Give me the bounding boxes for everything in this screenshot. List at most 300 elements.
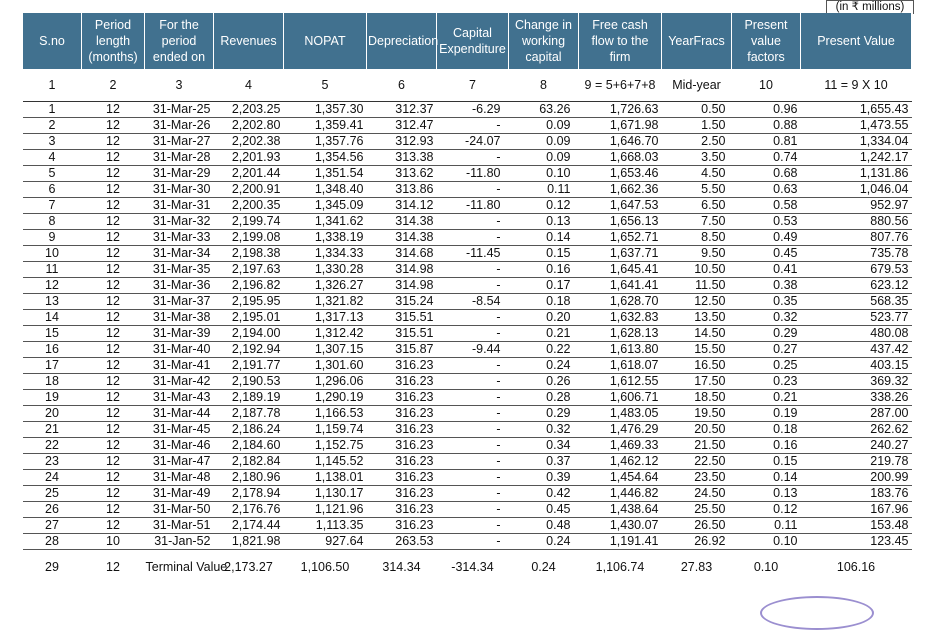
- table-cell: 0.14: [509, 230, 579, 246]
- table-cell: 0.74: [732, 150, 801, 166]
- table-cell: 1,612.55: [579, 374, 662, 390]
- table-cell: 1,357.30: [284, 102, 367, 118]
- table-cell: 26.92: [662, 534, 732, 550]
- table-cell: 0.58: [732, 198, 801, 214]
- table-cell: 12: [82, 454, 145, 470]
- table-cell: 312.37: [367, 102, 437, 118]
- column-index: 5: [284, 69, 367, 102]
- table-cell: 1,641.41: [579, 278, 662, 294]
- table-cell: 3.50: [662, 150, 732, 166]
- table-cell: 0.35: [732, 294, 801, 310]
- header-fcff: Free cash flow to the firm: [579, 13, 662, 69]
- table-cell: 568.35: [801, 294, 912, 310]
- table-cell: 338.26: [801, 390, 912, 406]
- header-working-capital: Change in working capital: [509, 13, 579, 69]
- table-cell: 0.48: [509, 518, 579, 534]
- table-cell: 1,646.70: [579, 134, 662, 150]
- table-cell: -: [437, 230, 509, 246]
- table-cell: 12: [82, 134, 145, 150]
- table-cell: 20.50: [662, 422, 732, 438]
- table-cell: 314.34: [382, 559, 421, 574]
- table-cell: 21: [23, 422, 82, 438]
- table-cell: 12: [82, 422, 145, 438]
- table-cell: 106.16: [836, 559, 876, 574]
- table-cell: 0.29: [509, 406, 579, 422]
- table-cell: -: [437, 214, 509, 230]
- table-cell: 316.23: [367, 406, 437, 422]
- table-cell: 0.37: [509, 454, 579, 470]
- table-cell: 31-Mar-31: [145, 198, 214, 214]
- table-cell: 316.23: [367, 502, 437, 518]
- table-cell: 31-Mar-34: [145, 246, 214, 262]
- table-cell: 314.38: [367, 230, 437, 246]
- table-cell: 316.23: [367, 454, 437, 470]
- table-row: [23, 262, 912, 278]
- table-cell: 219.78: [801, 454, 912, 470]
- table-cell: -: [437, 182, 509, 198]
- table-cell: 1,655.43: [801, 102, 912, 118]
- table-cell: 2,176.76: [214, 502, 284, 518]
- table-cell: 12: [82, 166, 145, 182]
- table-cell: 25.50: [662, 502, 732, 518]
- table-cell: 4: [23, 150, 82, 166]
- table-cell: 0.24: [531, 559, 556, 574]
- table-cell: 1,628.13: [579, 326, 662, 342]
- table-cell: 0.13: [732, 486, 801, 502]
- table-cell: 0.39: [509, 470, 579, 486]
- table-cell: 1,191.41: [579, 534, 662, 550]
- table-cell: 10: [23, 246, 82, 262]
- table-cell: 2,201.93: [214, 150, 284, 166]
- table-cell: 313.38: [367, 150, 437, 166]
- table-cell: -24.07: [437, 134, 509, 150]
- table-cell: 0.29: [732, 326, 801, 342]
- table-row: [23, 230, 912, 246]
- table-cell: 315.51: [367, 326, 437, 342]
- table-cell: 0.14: [732, 470, 801, 486]
- table-cell: 2,197.63: [214, 262, 284, 278]
- table-cell: 2,187.78: [214, 406, 284, 422]
- table-cell: 12: [82, 502, 145, 518]
- table-cell: 2,195.01: [214, 310, 284, 326]
- table-cell: 31-Mar-45: [145, 422, 214, 438]
- column-index: 4: [214, 69, 284, 102]
- table-cell: 1,652.71: [579, 230, 662, 246]
- table-cell: 2,200.91: [214, 182, 284, 198]
- table-cell: 0.11: [732, 518, 801, 534]
- table-cell: 2,182.84: [214, 454, 284, 470]
- table-cell: 1,656.13: [579, 214, 662, 230]
- table-row: [23, 134, 912, 150]
- table-row: [23, 342, 912, 358]
- table-cell: 1,138.01: [284, 470, 367, 486]
- table-cell: 1,483.05: [579, 406, 662, 422]
- table-cell: 18.50: [662, 390, 732, 406]
- table-cell: 314.38: [367, 214, 437, 230]
- table-cell: 0.20: [509, 310, 579, 326]
- table-cell: 12: [82, 470, 145, 486]
- table-cell: 1,354.56: [284, 150, 367, 166]
- column-index: 9 = 5+6+7+8: [579, 69, 662, 102]
- table-cell: -: [437, 326, 509, 342]
- table-cell: 12: [82, 278, 145, 294]
- table-cell: 0.45: [732, 246, 801, 262]
- table-cell: 0.41: [732, 262, 801, 278]
- table-row: [23, 438, 912, 454]
- table-cell: 952.97: [801, 198, 912, 214]
- table-cell: 9.50: [662, 246, 732, 262]
- table-cell: 0.68: [732, 166, 801, 182]
- table-cell: -11.45: [437, 246, 509, 262]
- table-cell: 31-Mar-27: [145, 134, 214, 150]
- dcf-table: [22, 13, 912, 583]
- table-cell: 0.24: [509, 358, 579, 374]
- table-cell: -: [437, 374, 509, 390]
- table-cell: 0.34: [509, 438, 579, 454]
- table-cell: 26: [23, 502, 82, 518]
- table-cell: 12: [82, 518, 145, 534]
- table-row: [23, 486, 912, 502]
- table-row: [23, 454, 912, 470]
- table-cell: 807.76: [801, 230, 912, 246]
- table-cell: 183.76: [801, 486, 912, 502]
- table-cell: 1,662.36: [579, 182, 662, 198]
- column-index: 10: [732, 69, 801, 102]
- table-cell: 1,446.82: [579, 486, 662, 502]
- table-cell: 31-Mar-38: [145, 310, 214, 326]
- table-cell: 240.27: [801, 438, 912, 454]
- table-cell: 2,199.08: [214, 230, 284, 246]
- table-cell: 16.50: [662, 358, 732, 374]
- table-cell: -6.29: [437, 102, 509, 118]
- table-cell: 17: [23, 358, 82, 374]
- table-cell: 12.50: [662, 294, 732, 310]
- table-cell: 880.56: [801, 214, 912, 230]
- table-cell: 2,202.80: [214, 118, 284, 134]
- table-cell: 1,130.17: [284, 486, 367, 502]
- table-cell: 0.10: [732, 534, 801, 550]
- table-cell: 2,174.44: [214, 518, 284, 534]
- table-cell: 437.42: [801, 342, 912, 358]
- table-cell: 1,307.15: [284, 342, 367, 358]
- header-nopat: NOPAT: [284, 13, 367, 69]
- table-cell: 0.49: [732, 230, 801, 246]
- table-row: [23, 198, 912, 214]
- table-cell: 1,613.80: [579, 342, 662, 358]
- table-cell: 1,618.07: [579, 358, 662, 374]
- table-cell: 19: [23, 390, 82, 406]
- table-cell: 22.50: [662, 454, 732, 470]
- table-cell: 12: [23, 278, 82, 294]
- table-cell: 167.96: [801, 502, 912, 518]
- table-cell: 31-Mar-30: [145, 182, 214, 198]
- table-cell: -: [437, 502, 509, 518]
- table-row: [23, 102, 912, 118]
- table-cell: 24: [23, 470, 82, 486]
- column-index: 8: [509, 69, 579, 102]
- table-cell: 63.26: [509, 102, 579, 118]
- table-cell: 316.23: [367, 374, 437, 390]
- table-cell: 1.50: [662, 118, 732, 134]
- table-cell: -: [437, 310, 509, 326]
- table-cell: 12: [82, 198, 145, 214]
- table-cell: 13: [23, 294, 82, 310]
- table-row: [23, 406, 912, 422]
- table-cell: 2,180.96: [214, 470, 284, 486]
- table-cell: 0.63: [732, 182, 801, 198]
- table-cell: 2,173.27: [224, 559, 273, 574]
- table-cell: 2,199.74: [214, 214, 284, 230]
- table-cell: 2,196.82: [214, 278, 284, 294]
- table-cell: 12: [82, 246, 145, 262]
- table-cell: 1,131.86: [801, 166, 912, 182]
- column-index: Mid-year: [662, 69, 732, 102]
- table-cell: 1,317.13: [284, 310, 367, 326]
- table-cell: 1,334.04: [801, 134, 912, 150]
- table-cell: 2,192.94: [214, 342, 284, 358]
- header-sno: S.no: [23, 13, 82, 69]
- table-cell: 31-Mar-42: [145, 374, 214, 390]
- table-cell: 9: [23, 230, 82, 246]
- table-cell: 6: [23, 182, 82, 198]
- table-cell: -: [437, 358, 509, 374]
- table-cell: -: [437, 118, 509, 134]
- table-cell: 1,348.40: [284, 182, 367, 198]
- table-cell: 31-Mar-51: [145, 518, 214, 534]
- table-cell: 12: [82, 310, 145, 326]
- table-cell: -: [437, 262, 509, 278]
- table-cell: 31-Mar-47: [145, 454, 214, 470]
- table-cell: 1,351.54: [284, 166, 367, 182]
- table-cell: 0.19: [732, 406, 801, 422]
- table-cell: 31-Mar-35: [145, 262, 214, 278]
- table-cell: 31-Mar-33: [145, 230, 214, 246]
- table-cell: 0.09: [509, 134, 579, 150]
- table-cell: 0.15: [732, 454, 801, 470]
- table-cell: 12: [82, 374, 145, 390]
- table-cell: 2,190.53: [214, 374, 284, 390]
- table-cell: 0.09: [509, 118, 579, 134]
- table-cell: 12: [82, 294, 145, 310]
- table-cell: 5.50: [662, 182, 732, 198]
- table-cell: 735.78: [801, 246, 912, 262]
- table-cell: 1: [23, 102, 82, 118]
- table-cell: 31-Mar-50: [145, 502, 214, 518]
- table-cell: 31-Mar-46: [145, 438, 214, 454]
- table-cell: 1,821.98: [214, 534, 284, 550]
- table-cell: 1,671.98: [579, 118, 662, 134]
- table-cell: 1,473.55: [801, 118, 912, 134]
- table-cell: 1,647.53: [579, 198, 662, 214]
- table-cell: 13.50: [662, 310, 732, 326]
- table-cell: 12: [82, 390, 145, 406]
- table-cell: 1,645.41: [579, 262, 662, 278]
- table-cell: 31-Mar-48: [145, 470, 214, 486]
- table-cell: 1,653.46: [579, 166, 662, 182]
- table-cell: 0.21: [732, 390, 801, 406]
- table-cell: 2,194.00: [214, 326, 284, 342]
- table-cell: 0.50: [662, 102, 732, 118]
- table-cell: 31-Mar-49: [145, 486, 214, 502]
- table-cell: 313.62: [367, 166, 437, 182]
- table-cell: 1,357.76: [284, 134, 367, 150]
- table-cell: 2,201.44: [214, 166, 284, 182]
- table-cell: 314.68: [367, 246, 437, 262]
- table-cell: 287.00: [801, 406, 912, 422]
- table-cell: 0.16: [732, 438, 801, 454]
- table-header: [23, 13, 912, 69]
- column-index: 2: [82, 69, 145, 102]
- table-cell: 12: [82, 262, 145, 278]
- table-cell: 1,430.07: [579, 518, 662, 534]
- table-cell: 12: [82, 230, 145, 246]
- table-cell: 316.23: [367, 422, 437, 438]
- table-cell: 0.53: [732, 214, 801, 230]
- table-cell: 1,121.96: [284, 502, 367, 518]
- table-cell: 12: [82, 102, 145, 118]
- table-cell: 0.12: [732, 502, 801, 518]
- table-cell: 15: [23, 326, 82, 342]
- table-cell: 314.12: [367, 198, 437, 214]
- table-cell: 19.50: [662, 406, 732, 422]
- table-cell: 0.17: [509, 278, 579, 294]
- table-cell: 0.96: [732, 102, 801, 118]
- table-cell: 1,330.28: [284, 262, 367, 278]
- column-index: 11 = 9 X 10: [801, 69, 912, 102]
- table-cell: 17.50: [662, 374, 732, 390]
- column-index: 6: [367, 69, 437, 102]
- table-cell: 314.98: [367, 262, 437, 278]
- table-cell: 3: [23, 134, 82, 150]
- table-cell: 12: [82, 342, 145, 358]
- table-cell: 263.53: [367, 534, 437, 550]
- table-cell: 1,159.74: [284, 422, 367, 438]
- table-cell: 24.50: [662, 486, 732, 502]
- table-cell: 10: [82, 534, 145, 550]
- table-cell: 8.50: [662, 230, 732, 246]
- table-cell: 0.16: [509, 262, 579, 278]
- table-cell: 0.25: [732, 358, 801, 374]
- table-cell: 1,290.19: [284, 390, 367, 406]
- table-cell: 316.23: [367, 518, 437, 534]
- table-cell: 313.86: [367, 182, 437, 198]
- table-cell: 23: [23, 454, 82, 470]
- table-cell: 1,152.75: [284, 438, 367, 454]
- table-cell: 2,195.95: [214, 294, 284, 310]
- terminal-value-row: [23, 550, 912, 584]
- table-cell: 12: [82, 326, 145, 342]
- table-cell: 1,462.12: [579, 454, 662, 470]
- table-row: [23, 326, 912, 342]
- table-body: [23, 69, 912, 583]
- table-cell: 0.11: [509, 182, 579, 198]
- table-cell: -: [437, 470, 509, 486]
- table-cell: 316.23: [367, 486, 437, 502]
- table-cell: 2,189.19: [214, 390, 284, 406]
- header-present-value: Present Value: [801, 13, 912, 69]
- table-cell: 0.27: [732, 342, 801, 358]
- table-cell: 1,113.35: [284, 518, 367, 534]
- table-cell: 927.64: [284, 534, 367, 550]
- table-cell: 2,191.77: [214, 358, 284, 374]
- table-row: [23, 374, 912, 390]
- table-cell: 0.23: [732, 374, 801, 390]
- table-cell: 28: [23, 534, 82, 550]
- table-cell: 31-Jan-52: [145, 534, 214, 550]
- table-cell: 0.24: [509, 534, 579, 550]
- table-cell: 29: [45, 559, 59, 574]
- table-cell: 316.23: [367, 438, 437, 454]
- table-cell: 0.10: [753, 559, 779, 574]
- table-cell: 0.15: [509, 246, 579, 262]
- table-cell: 1,334.33: [284, 246, 367, 262]
- table-cell: 2,202.38: [214, 134, 284, 150]
- table-cell: 1,341.62: [284, 214, 367, 230]
- table-row: [23, 470, 912, 486]
- table-cell: 0.26: [509, 374, 579, 390]
- table-cell: 31-Mar-32: [145, 214, 214, 230]
- table-cell: 2,203.25: [214, 102, 284, 118]
- table-cell: 312.93: [367, 134, 437, 150]
- table-cell: 18: [23, 374, 82, 390]
- table-cell: -9.44: [437, 342, 509, 358]
- table-cell: -: [437, 390, 509, 406]
- table-cell: 1,046.04: [801, 182, 912, 198]
- table-row: [23, 182, 912, 198]
- table-cell: 1,106.50: [300, 559, 350, 574]
- table-cell: 1,312.42: [284, 326, 367, 342]
- table-cell: 7.50: [662, 214, 732, 230]
- table-cell: 1,469.33: [579, 438, 662, 454]
- table-cell: -8.54: [437, 294, 509, 310]
- table-cell: 480.08: [801, 326, 912, 342]
- table-cell: 1,454.64: [579, 470, 662, 486]
- table-cell: 0.45: [509, 502, 579, 518]
- table-cell: 0.88: [732, 118, 801, 134]
- table-cell: 1,145.52: [284, 454, 367, 470]
- table-cell: 27.83: [680, 559, 713, 574]
- table-cell: 1,166.53: [284, 406, 367, 422]
- table-cell: 314.98: [367, 278, 437, 294]
- table-cell: -: [437, 278, 509, 294]
- table-cell: 6.50: [662, 198, 732, 214]
- table-cell: 1,726.63: [579, 102, 662, 118]
- table-cell: 1,242.17: [801, 150, 912, 166]
- table-cell: 0.32: [732, 310, 801, 326]
- table-cell: 22: [23, 438, 82, 454]
- table-cell: 26.50: [662, 518, 732, 534]
- table-cell: 2,178.94: [214, 486, 284, 502]
- table-cell: 200.99: [801, 470, 912, 486]
- table-cell: -11.80: [437, 166, 509, 182]
- table-cell: 1,326.27: [284, 278, 367, 294]
- table-cell: 2,184.60: [214, 438, 284, 454]
- column-index-row: [23, 69, 912, 102]
- table-cell: 1,628.70: [579, 294, 662, 310]
- table-cell: 12: [82, 182, 145, 198]
- table-cell: 1,632.83: [579, 310, 662, 326]
- table-cell: -: [437, 150, 509, 166]
- table-cell: 403.15: [801, 358, 912, 374]
- table-cell: 1,106.74: [595, 559, 645, 574]
- table-cell: 1,321.82: [284, 294, 367, 310]
- table-cell: 1,359.41: [284, 118, 367, 134]
- table-cell: 262.62: [801, 422, 912, 438]
- table-row: [23, 166, 912, 182]
- table-cell: 0.28: [509, 390, 579, 406]
- table-cell: 11: [23, 262, 82, 278]
- table-cell: 1,476.29: [579, 422, 662, 438]
